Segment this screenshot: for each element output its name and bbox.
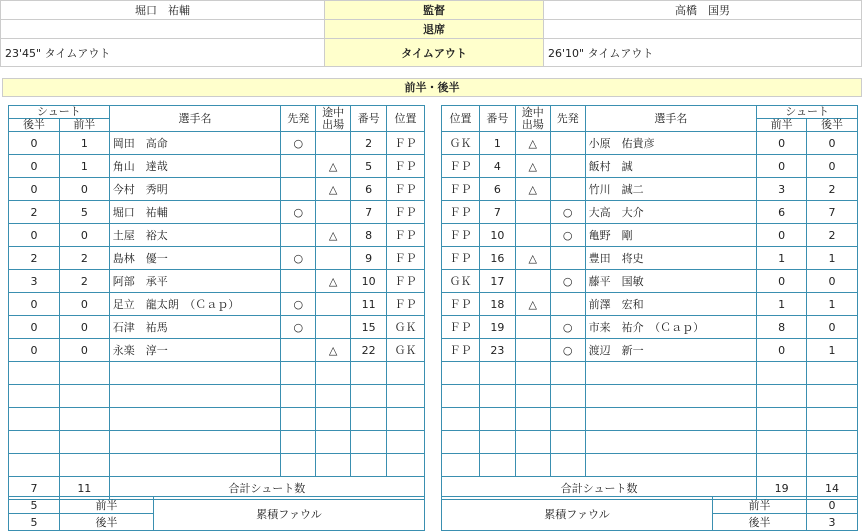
table-row: [9, 339, 425, 362]
table-row: [9, 178, 425, 201]
player-name-cell: 石津 祐馬: [109, 316, 281, 339]
sub-cell: △: [515, 178, 550, 201]
away-fouls-label: 累積ファウル: [442, 497, 713, 531]
position-cell: [387, 362, 425, 385]
shots-second-half-cell: [807, 362, 858, 385]
shots-first-half-cell: 3: [757, 178, 807, 201]
table-row: [9, 408, 425, 431]
player-name-cell: [109, 385, 281, 408]
sub-cell: [316, 201, 351, 224]
shots-second-half-cell: [9, 431, 60, 454]
player-number-cell: 7: [479, 201, 515, 224]
second-half-header: 後半: [807, 119, 858, 132]
shots-second-half-cell: [807, 385, 858, 408]
starter-cell: ○: [550, 316, 585, 339]
table-row: [9, 270, 425, 293]
starter-cell: [281, 270, 316, 293]
shots-second-half-cell: 7: [807, 201, 858, 224]
player-name-cell: 竹川 誠二: [585, 178, 757, 201]
player-name-cell: [109, 454, 281, 477]
table-row: [442, 339, 858, 362]
shots-second-half-cell: 0: [807, 316, 858, 339]
player-name-cell: 渡辺 新一: [585, 339, 757, 362]
sub-cell: [515, 431, 550, 454]
starter-cell: [281, 385, 316, 408]
table-row: [9, 293, 425, 316]
player-number-cell: 10: [479, 224, 515, 247]
player-name-cell: 阿部 承平: [109, 270, 281, 293]
table-row: [9, 132, 425, 155]
timeout-label: タイムアウト: [325, 39, 544, 67]
shots-second-half-cell: 0: [9, 293, 60, 316]
sub-cell: △: [515, 155, 550, 178]
player-name-header: 選手名: [585, 106, 757, 132]
fouls-second-label: 後半: [60, 514, 154, 531]
shots-second-half-cell: 1: [807, 293, 858, 316]
position-cell: [387, 431, 425, 454]
sub-cell: [515, 454, 550, 477]
away-timeout: 26'10" タイムアウト: [544, 39, 862, 67]
shots-second-half-cell: 1: [807, 339, 858, 362]
position-header: 位置: [387, 106, 425, 132]
sub-cell: [316, 293, 351, 316]
home-total-second: 7: [9, 477, 60, 500]
table-row: [9, 316, 425, 339]
sub-cell: [515, 270, 550, 293]
shots-first-half-cell: 0: [59, 178, 109, 201]
player-name-cell: 前澤 宏和: [585, 293, 757, 316]
shots-first-half-cell: 2: [59, 270, 109, 293]
sub-header: 途中 出場: [316, 106, 351, 132]
first-half-header: 前半: [59, 119, 109, 132]
player-name-cell: 小原 佑貴彦: [585, 132, 757, 155]
position-cell: [442, 385, 480, 408]
table-row: [442, 201, 858, 224]
sub-cell: [515, 316, 550, 339]
shots-first-half-cell: [757, 454, 807, 477]
player-name-cell: 大高 大介: [585, 201, 757, 224]
player-number-cell: 9: [351, 247, 387, 270]
home-total-first: 11: [59, 477, 109, 500]
table-row: [442, 270, 858, 293]
position-cell: ＦＰ: [442, 224, 480, 247]
starter-cell: [550, 408, 585, 431]
sub-cell: [515, 408, 550, 431]
position-cell: ＧＫ: [387, 316, 425, 339]
position-cell: [442, 454, 480, 477]
position-cell: ＦＰ: [387, 201, 425, 224]
shots-first-half-cell: 1: [757, 293, 807, 316]
table-row: [9, 224, 425, 247]
position-cell: ＦＰ: [387, 178, 425, 201]
home-team-table: [8, 105, 425, 500]
sub-cell: [316, 431, 351, 454]
player-name-cell: 永楽 淳一: [109, 339, 281, 362]
home-total-label: 合計シュート数: [109, 477, 424, 500]
player-number-cell: 22: [351, 339, 387, 362]
home-fouls-second: 5: [9, 514, 60, 531]
player-number-cell: [479, 408, 515, 431]
position-cell: [387, 408, 425, 431]
table-row: [9, 431, 425, 454]
away-fouls-first: 0: [807, 497, 858, 514]
shots-first-half-cell: 0: [757, 132, 807, 155]
player-number-cell: [479, 362, 515, 385]
player-number-cell: [351, 408, 387, 431]
player-name-cell: 今村 秀明: [109, 178, 281, 201]
table-row: [442, 431, 858, 454]
player-number-cell: 17: [479, 270, 515, 293]
player-name-cell: 飯村 誠: [585, 155, 757, 178]
shots-first-half-cell: 0: [59, 224, 109, 247]
position-cell: ＦＰ: [442, 201, 480, 224]
starter-header: 先発: [281, 106, 316, 132]
starter-cell: [550, 385, 585, 408]
table-row: [442, 316, 858, 339]
player-number-cell: [479, 454, 515, 477]
shots-second-half-cell: 2: [807, 224, 858, 247]
player-number-cell: 19: [479, 316, 515, 339]
starter-cell: [550, 362, 585, 385]
table-row: [442, 385, 858, 408]
starter-cell: ○: [550, 270, 585, 293]
starter-cell: [550, 155, 585, 178]
sub-cell: △: [316, 224, 351, 247]
table-row: [442, 293, 858, 316]
position-cell: ＦＰ: [442, 155, 480, 178]
starter-cell: [281, 224, 316, 247]
table-row: [9, 155, 425, 178]
shots-second-half-cell: 2: [807, 178, 858, 201]
shots-first-half-cell: 0: [59, 293, 109, 316]
starter-cell: [550, 431, 585, 454]
table-row: [442, 178, 858, 201]
position-cell: ＧＫ: [442, 132, 480, 155]
starter-cell: ○: [550, 339, 585, 362]
starter-cell: [550, 132, 585, 155]
shoot-header: シュート: [757, 106, 858, 119]
sub-cell: [316, 362, 351, 385]
shots-second-half-cell: [9, 362, 60, 385]
player-name-cell: [585, 431, 757, 454]
shots-first-half-cell: 5: [59, 201, 109, 224]
shots-first-half-cell: [757, 362, 807, 385]
player-name-cell: 亀野 剛: [585, 224, 757, 247]
shots-first-half-cell: 2: [59, 247, 109, 270]
player-number-cell: [479, 431, 515, 454]
starter-cell: [281, 362, 316, 385]
sub-cell: [316, 247, 351, 270]
fouls-first-label: 前半: [60, 497, 154, 514]
player-number-cell: 5: [351, 155, 387, 178]
player-name-cell: 足立 龍太朗 （Ｃａｐ）: [109, 293, 281, 316]
table-row: [9, 454, 425, 477]
shots-first-half-cell: [757, 408, 807, 431]
shots-first-half-cell: [59, 408, 109, 431]
starter-cell: [550, 247, 585, 270]
number-header: 番号: [351, 106, 387, 132]
shots-second-half-cell: 2: [9, 247, 60, 270]
position-cell: [442, 408, 480, 431]
player-number-cell: [351, 454, 387, 477]
coach-label: 監督: [325, 1, 544, 20]
home-coach: 堀口 祐輔: [1, 1, 325, 20]
match-header: [0, 0, 862, 67]
sub-cell: [316, 316, 351, 339]
section-title: 前半・後半: [2, 78, 862, 97]
position-cell: ＦＰ: [387, 224, 425, 247]
sub-cell: △: [316, 339, 351, 362]
shots-first-half-cell: 6: [757, 201, 807, 224]
table-row: [442, 362, 858, 385]
shots-second-half-cell: 2: [9, 201, 60, 224]
table-row: [9, 201, 425, 224]
position-cell: ＦＰ: [387, 132, 425, 155]
away-fouls-second: 3: [807, 514, 858, 531]
player-name-cell: [109, 362, 281, 385]
table-row: [9, 247, 425, 270]
player-name-cell: [109, 431, 281, 454]
position-cell: ＧＫ: [387, 339, 425, 362]
shoot-header: シュート: [9, 106, 110, 119]
player-number-cell: 15: [351, 316, 387, 339]
player-number-cell: 7: [351, 201, 387, 224]
position-cell: ＧＫ: [442, 270, 480, 293]
shots-second-half-cell: 0: [807, 270, 858, 293]
shots-second-half-cell: [807, 454, 858, 477]
starter-cell: ○: [281, 316, 316, 339]
starter-cell: ○: [550, 224, 585, 247]
shots-second-half-cell: 0: [9, 178, 60, 201]
away-fouls-table: [441, 496, 858, 531]
player-name-cell: 島林 優一: [109, 247, 281, 270]
player-number-cell: 23: [479, 339, 515, 362]
shots-second-half-cell: [9, 408, 60, 431]
sub-cell: [515, 362, 550, 385]
shots-first-half-cell: 8: [757, 316, 807, 339]
shots-first-half-cell: [59, 385, 109, 408]
shots-first-half-cell: 0: [757, 270, 807, 293]
shots-first-half-cell: [59, 431, 109, 454]
starter-cell: [281, 155, 316, 178]
player-number-cell: 1: [479, 132, 515, 155]
position-cell: ＦＰ: [387, 293, 425, 316]
position-cell: ＦＰ: [442, 293, 480, 316]
starter-cell: [281, 408, 316, 431]
away-total-second: 14: [807, 477, 858, 500]
shots-first-half-cell: 0: [59, 339, 109, 362]
shots-first-half-cell: [757, 385, 807, 408]
starter-cell: [550, 178, 585, 201]
home-fouls-first: 5: [9, 497, 60, 514]
fouls-first-label: 前半: [713, 497, 807, 514]
player-number-cell: 16: [479, 247, 515, 270]
position-header: 位置: [442, 106, 480, 132]
starter-cell: [550, 293, 585, 316]
shots-second-half-cell: 3: [9, 270, 60, 293]
sub-header: 途中 出場: [515, 106, 550, 132]
sub-cell: △: [515, 132, 550, 155]
player-name-cell: 藤平 国敏: [585, 270, 757, 293]
shots-second-half-cell: [807, 408, 858, 431]
sub-cell: △: [316, 270, 351, 293]
player-name-cell: 堀口 祐輔: [109, 201, 281, 224]
sub-cell: [316, 454, 351, 477]
player-number-cell: 6: [351, 178, 387, 201]
shots-second-half-cell: 0: [9, 155, 60, 178]
shots-second-half-cell: 0: [807, 132, 858, 155]
player-name-cell: 岡田 高命: [109, 132, 281, 155]
starter-cell: [281, 339, 316, 362]
shots-first-half-cell: 1: [59, 155, 109, 178]
table-row: [442, 224, 858, 247]
sub-cell: △: [316, 155, 351, 178]
sub-cell: [316, 408, 351, 431]
starter-cell: [550, 454, 585, 477]
home-timeout: 23'45" タイムアウト: [1, 39, 325, 67]
table-row: [442, 454, 858, 477]
player-name-cell: [585, 362, 757, 385]
player-number-cell: [351, 431, 387, 454]
player-name-cell: [109, 408, 281, 431]
starter-cell: ○: [281, 293, 316, 316]
player-name-header: 選手名: [109, 106, 281, 132]
away-coach: 高橋 国男: [544, 1, 862, 20]
player-number-cell: 18: [479, 293, 515, 316]
starter-header: 先発: [550, 106, 585, 132]
first-half-header: 前半: [757, 119, 807, 132]
table-row: [442, 155, 858, 178]
player-number-cell: 4: [479, 155, 515, 178]
home-fouls-label: 累積ファウル: [154, 497, 425, 531]
player-number-cell: 6: [479, 178, 515, 201]
sub-cell: [515, 385, 550, 408]
shots-second-half-cell: 0: [9, 132, 60, 155]
home-fouls-table: [8, 496, 425, 531]
shots-first-half-cell: [59, 454, 109, 477]
position-cell: ＦＰ: [442, 339, 480, 362]
away-total-label: 合計シュート数: [442, 477, 757, 500]
shots-first-half-cell: [757, 431, 807, 454]
player-name-cell: [585, 408, 757, 431]
number-header: 番号: [479, 106, 515, 132]
shots-second-half-cell: [9, 454, 60, 477]
table-row: [9, 362, 425, 385]
player-name-cell: 土屋 裕太: [109, 224, 281, 247]
sub-cell: △: [316, 178, 351, 201]
shots-second-half-cell: 0: [807, 155, 858, 178]
table-row: [9, 385, 425, 408]
shots-first-half-cell: 0: [59, 316, 109, 339]
shots-first-half-cell: 1: [757, 247, 807, 270]
away-team-table: [441, 105, 858, 500]
player-number-cell: 11: [351, 293, 387, 316]
player-name-cell: 角山 達哉: [109, 155, 281, 178]
starter-cell: ○: [281, 247, 316, 270]
sub-cell: [316, 385, 351, 408]
position-cell: [442, 431, 480, 454]
player-name-cell: 豊田 将史: [585, 247, 757, 270]
shots-second-half-cell: [9, 385, 60, 408]
starter-cell: ○: [281, 201, 316, 224]
shots-second-half-cell: 0: [9, 339, 60, 362]
fouls-second-label: 後半: [713, 514, 807, 531]
sub-cell: [316, 132, 351, 155]
starter-cell: ○: [550, 201, 585, 224]
shots-first-half-cell: 1: [59, 132, 109, 155]
position-cell: [442, 362, 480, 385]
player-name-cell: [585, 454, 757, 477]
player-name-cell: 市来 祐介 （Ｃａｐ）: [585, 316, 757, 339]
table-row: [442, 247, 858, 270]
sub-cell: △: [515, 293, 550, 316]
starter-cell: [281, 178, 316, 201]
position-cell: ＦＰ: [442, 178, 480, 201]
position-cell: ＦＰ: [387, 270, 425, 293]
starter-cell: [281, 431, 316, 454]
position-cell: ＦＰ: [387, 155, 425, 178]
player-number-cell: 2: [351, 132, 387, 155]
position-cell: [387, 454, 425, 477]
table-row: [442, 408, 858, 431]
away-total-first: 19: [757, 477, 807, 500]
table-row: [442, 132, 858, 155]
shots-second-half-cell: 1: [807, 247, 858, 270]
player-number-cell: 8: [351, 224, 387, 247]
player-number-cell: [351, 385, 387, 408]
starter-cell: [281, 454, 316, 477]
shots-first-half-cell: [59, 362, 109, 385]
player-name-cell: [585, 385, 757, 408]
second-half-header: 後半: [9, 119, 60, 132]
starter-cell: ○: [281, 132, 316, 155]
shots-first-half-cell: 0: [757, 224, 807, 247]
position-cell: [387, 385, 425, 408]
player-number-cell: 10: [351, 270, 387, 293]
sub-cell: [515, 224, 550, 247]
shots-second-half-cell: 0: [9, 224, 60, 247]
sub-cell: [515, 339, 550, 362]
shots-second-half-cell: [807, 431, 858, 454]
sub-cell: [515, 201, 550, 224]
shots-second-half-cell: 0: [9, 316, 60, 339]
shots-first-half-cell: 0: [757, 155, 807, 178]
sub-cell: △: [515, 247, 550, 270]
position-cell: ＦＰ: [442, 316, 480, 339]
shots-first-half-cell: 0: [757, 339, 807, 362]
position-cell: ＦＰ: [387, 247, 425, 270]
player-number-cell: [351, 362, 387, 385]
position-cell: ＦＰ: [442, 247, 480, 270]
player-number-cell: [479, 385, 515, 408]
sendoff-label: 退席: [325, 20, 544, 39]
